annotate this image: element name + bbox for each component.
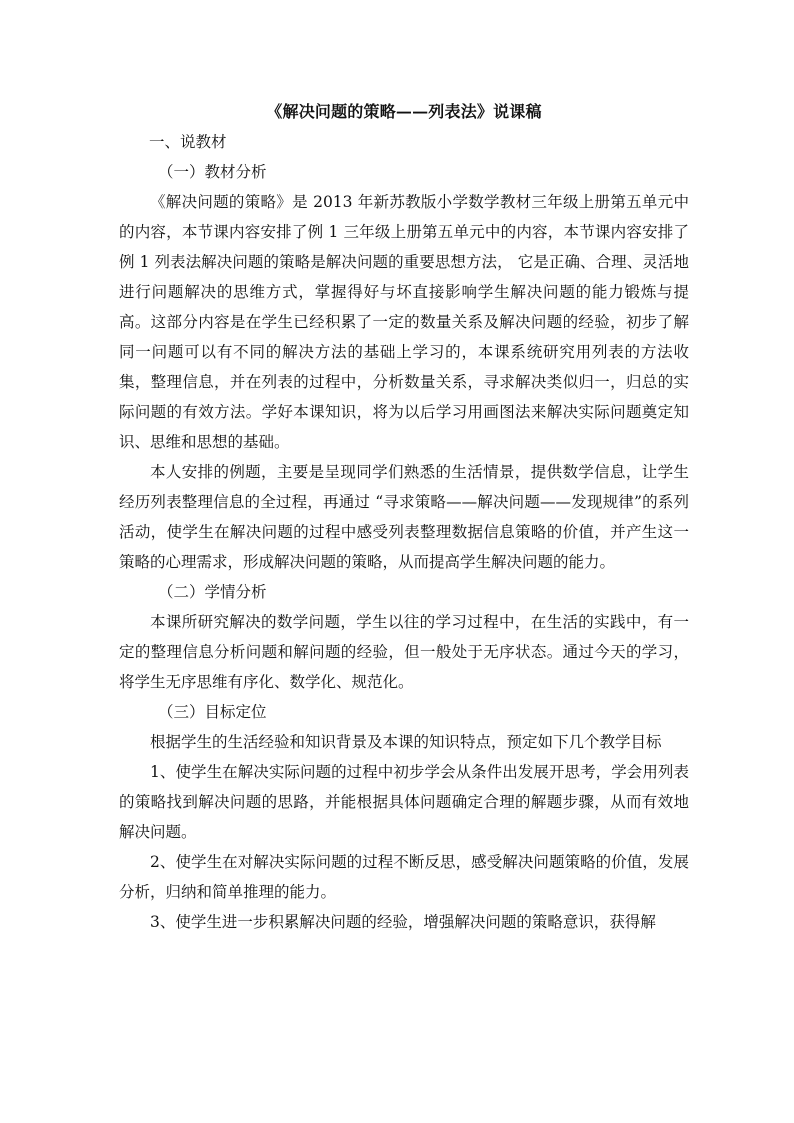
paragraph-student-analysis: 本课所研究解决的数学问题，学生以往的学习过程中，在生活的实践中，有一定的整理信息分析问题和解问题的经验，但一般处于无序状态。通过今天的学习，将学生无序思维有序化、数学化、规范化。	[119, 613, 689, 691]
section-heading-textbook: 一、说教材	[149, 133, 227, 151]
subsection-heading-goal-positioning: （三）目标定位	[158, 703, 267, 721]
paragraph-textbook-analysis: 《解决问题的策略》是 2013 年新苏教版小学数学教材三年级上册第五单元中的内容，本节课内容安排了例 1 三年级上册第五单元中的内容，本节课内容安排了例 1 列表法解决问题的策略是解决问题的重要思想方法， 它是正确、合理、灵活地进行问题解决的思维方式，掌握得好与坏直接影响学生解决问题的能力锻炼与提高。这部分内容是在学生已经积累了一定的数量关系及解决问题的经验，初步了解同一问题可以有不同的解决方法的基础上学习的，本课系统研究用列表的方法收集，整理信息，并在列表的过程中，分析数量关系，寻求解决类似归一，归总的实际问题的有效方法。学好本课知识，将为以后学习用画图法来解决实际问题奠定知识、思维和思想的基础。	[119, 193, 689, 451]
teaching-goal-3: 3、使学生进一步积累解决问题的经验，增强解决问题的策略意识，获得解	[150, 913, 656, 931]
subsection-heading-student-analysis: （二）学情分析	[158, 583, 267, 601]
teaching-goal-1: 1、使学生在解决实际问题的过程中初步学会从条件出发展开思考，学会用列表的策略找到解决问题的思路，并能根据具体问题确定合理的解题步骤，从而有效地解决问题。	[119, 763, 689, 841]
document-body	[119, 97, 689, 937]
subsection-heading-textbook-analysis: （一）教材分析	[158, 163, 267, 181]
paragraph-goal-intro: 根据学生的生活经验和知识背景及本课的知识特点，预定如下几个教学目标	[150, 733, 662, 751]
teaching-goal-2: 2、使学生在对解决实际问题的过程不断反思，感受解决问题策略的价值，发展分析，归纳和简单推理的能力。	[119, 853, 689, 901]
document-title: 《解决问题的策略——列表法》说课稿	[266, 102, 542, 121]
paragraph-example-design: 本人安排的例题，主要是呈现同学们熟悉的生活情景，提供数学信息，让学生经历列表整理信息的全过程，再通过 “寻求策略——解决问题——发现规律”的系列活动，使学生在解决问题的过程中感受列表整理数据信息策略的价值，并产生这一策略的心理需求，形成解决问题的策略，从而提高学生解决问题的能力。	[119, 463, 689, 571]
